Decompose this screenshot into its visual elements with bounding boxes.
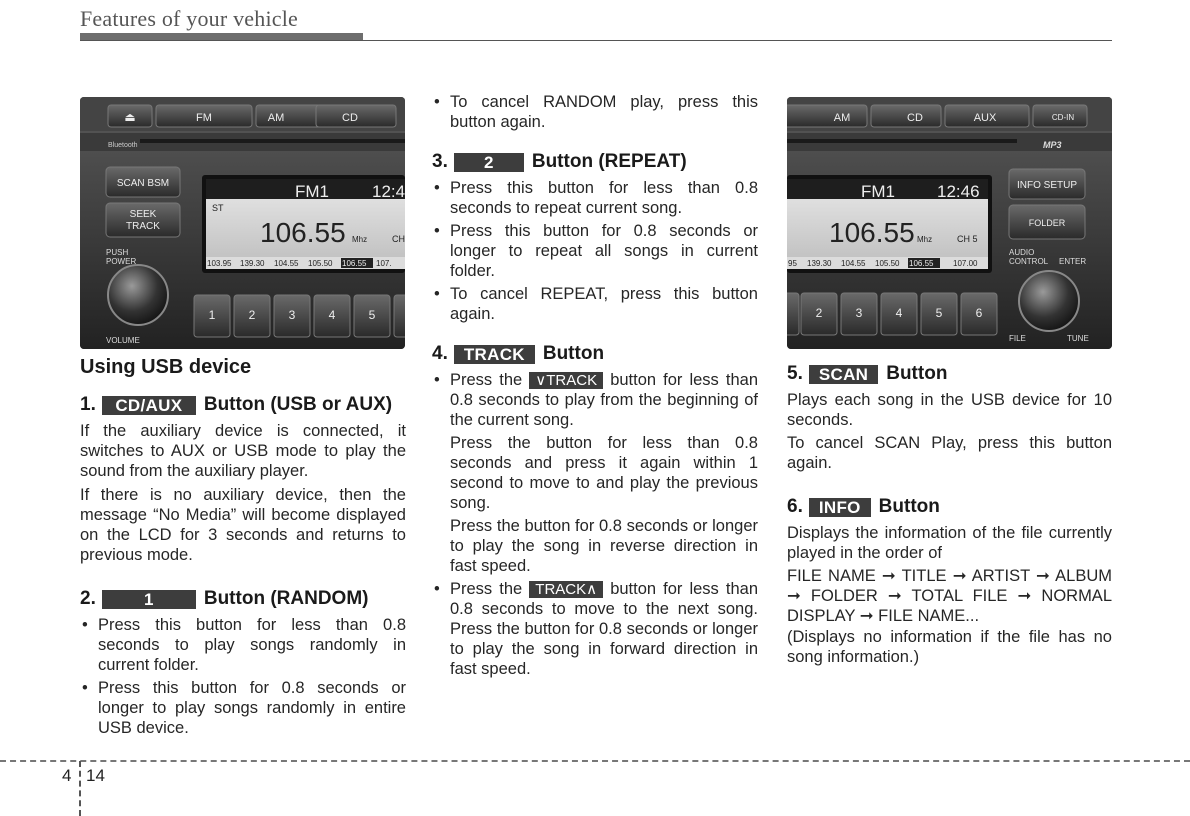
bullet-text: button for less than 0.8 seconds to play from the beginning of the current song. bbox=[450, 371, 758, 429]
track-badge: TRACK bbox=[454, 345, 535, 364]
column-right bbox=[787, 362, 1112, 668]
am-button-label: AM bbox=[267, 112, 285, 124]
heading-text: Button (REPEAT) bbox=[531, 151, 687, 172]
bullet-text: Press the bbox=[450, 371, 523, 389]
heading-text: Button (RANDOM) bbox=[203, 588, 369, 609]
info-order-sequence: FILE NAME ➞ TITLE ➞ ARTIST ➞ ALBUM ➞ FOLDER ➞ TOTAL FILE ➞ NORMAL DISPLAY ➞ FILE NAME... bbox=[787, 567, 1112, 625]
cd-button-label-right: CD bbox=[907, 112, 923, 124]
bullet-item: • Press this button for less than 0.8 seconds to repeat current song. bbox=[432, 178, 758, 218]
bluetooth-label: Bluetooth bbox=[108, 142, 138, 149]
radio-left-illustration bbox=[80, 97, 405, 349]
preset-button-right-3: 3 bbox=[855, 306, 863, 320]
preset-strip-right-4: 105.50 bbox=[875, 259, 900, 268]
preset-strip-right-3: 104.55 bbox=[841, 259, 866, 268]
heading-repeat bbox=[432, 150, 758, 174]
bullet-list bbox=[80, 615, 406, 738]
footer-dashed-rule bbox=[0, 760, 1190, 762]
preset-button-right-2: 2 bbox=[815, 306, 823, 320]
paragraph: If there is no auxiliary device, then the message “No Media” will become displayed on the LCD for 3 seconds and returns to previous mode. bbox=[80, 486, 406, 564]
heading-info bbox=[787, 495, 1112, 519]
scan-badge: SCAN bbox=[809, 365, 878, 384]
preset-button-3: 3 bbox=[288, 308, 296, 322]
lcd-frequency-right: 106.55 bbox=[829, 217, 915, 248]
page-number: 14 bbox=[86, 766, 105, 785]
info-badge: INFO bbox=[809, 498, 871, 517]
column-middle bbox=[432, 92, 758, 682]
radio-unit-right-photo bbox=[787, 97, 1112, 349]
heading-text: Button bbox=[886, 363, 948, 384]
preset-strip-1: 103.95 bbox=[207, 259, 232, 268]
preset-button-right-6: 6 bbox=[975, 306, 983, 320]
bullet-list bbox=[432, 92, 758, 132]
preset-button-4: 4 bbox=[328, 308, 336, 322]
bullet-text: button for less than 0.8 seconds to move to the next song. Press the button for 0.8 seconds or longer to play the song in forward direction in fast speed. bbox=[450, 580, 758, 678]
paragraph: (Displays no information if the file has no song information.) bbox=[787, 628, 1112, 666]
heading-number: 6. bbox=[787, 496, 803, 517]
paragraph: Displays the information of the file currently played in the order of bbox=[787, 524, 1112, 562]
section-title: Using USB device bbox=[80, 356, 252, 378]
preset-strip-4: 105.50 bbox=[308, 259, 333, 268]
preset-strip-2: 139.30 bbox=[240, 259, 265, 268]
heading-number: 4. bbox=[432, 343, 448, 364]
bullet-item: • Press this button for 0.8 seconds or longer to play songs randomly in entire USB device. bbox=[80, 678, 406, 738]
paragraph: To cancel SCAN Play, press this button again. bbox=[787, 434, 1112, 472]
heading-track bbox=[432, 342, 758, 366]
preset-strip-5: 106.55 bbox=[342, 259, 367, 268]
paragraph: If the auxiliary device is connected, it switches to AUX or USB mode to play the sound from the auxiliary player. bbox=[80, 422, 406, 480]
lcd-channel-right: CH 5 bbox=[957, 234, 978, 244]
chapter-number: 4 bbox=[62, 766, 72, 785]
scan-bsm-label: SCAN BSM bbox=[116, 178, 170, 189]
heading-number: 5. bbox=[787, 363, 803, 384]
cd-button-label: CD bbox=[342, 112, 358, 124]
bullet-list bbox=[432, 370, 758, 430]
page-header-title: Features of your vehicle bbox=[80, 6, 299, 31]
enter-label: ENTER bbox=[1059, 257, 1087, 266]
heading-text: Button (USB or AUX) bbox=[203, 394, 393, 415]
track-down-badge: ∨TRACK bbox=[529, 372, 603, 389]
bullet-item: • Press this button for less than 0.8 seconds to play songs randomly in current folder. bbox=[80, 615, 406, 675]
mp3-logo: MP3 bbox=[1043, 140, 1062, 150]
lcd-unit: Mhz bbox=[352, 235, 368, 244]
heading-number: 2. bbox=[80, 588, 96, 609]
heading-text: Button bbox=[878, 496, 940, 517]
bullet-text: Press the bbox=[450, 580, 523, 598]
preset-strip-right-5: 106.55 bbox=[909, 259, 934, 268]
sub-paragraph: Press the button for 0.8 seconds or longer to play the song in reverse direction in fast speed. bbox=[450, 517, 758, 575]
preset-strip-right-1: 95 bbox=[788, 259, 797, 268]
bullet-item: • Press this button for 0.8 seconds or longer to repeat all songs in current folder. bbox=[432, 221, 758, 281]
lcd-band-right: FM1 bbox=[861, 182, 895, 201]
tune-label: TUNE bbox=[1067, 334, 1089, 343]
bullet-item: • To cancel REPEAT, press this button again. bbox=[432, 284, 758, 324]
power-label: POWER bbox=[106, 257, 137, 266]
bullet-item: • To cancel RANDOM play, press this button again. bbox=[432, 92, 758, 132]
info-setup-label: INFO SETUP bbox=[1016, 180, 1078, 191]
preset-strip-3: 104.55 bbox=[274, 259, 299, 268]
heading-number: 1. bbox=[80, 394, 96, 415]
heading-random bbox=[80, 587, 406, 611]
push-label: PUSH bbox=[106, 248, 129, 257]
cd-aux-badge: CD/AUX bbox=[102, 396, 196, 415]
preset-button-right-5: 5 bbox=[935, 306, 943, 320]
sub-paragraph: Press the button for less than 0.8 seconds and press it again within 1 second to move to and play the previous song. bbox=[450, 434, 758, 512]
column-left bbox=[80, 355, 406, 741]
preset-button-1: 1 bbox=[208, 308, 216, 322]
heading-text: Button bbox=[542, 343, 605, 364]
lcd-unit-right: Mhz bbox=[917, 235, 933, 244]
track-label: TRACK bbox=[126, 221, 160, 232]
preset-button-5: 5 bbox=[368, 308, 376, 322]
lcd-clock-right: 12:46 bbox=[937, 182, 980, 201]
lcd-clock: 12:4 bbox=[372, 182, 405, 201]
radio-right-illustration bbox=[787, 97, 1112, 349]
paragraph: Plays each song in the USB device for 10 seconds. bbox=[787, 391, 1112, 429]
heading-cd-aux bbox=[80, 393, 406, 417]
volume-label: VOLUME bbox=[106, 336, 140, 345]
track-up-badge: TRACK∧ bbox=[529, 581, 603, 598]
am-button-label-right: AM bbox=[833, 112, 851, 124]
seek-label: SEEK bbox=[129, 209, 157, 220]
control-label: CONTROL bbox=[1009, 257, 1049, 266]
lcd-stereo: ST bbox=[212, 203, 224, 213]
heading-number: 3. bbox=[432, 151, 448, 172]
preset-button-2: 2 bbox=[248, 308, 256, 322]
lcd-channel: CH bbox=[392, 234, 405, 244]
cd-in-label: CD-IN bbox=[1051, 113, 1075, 122]
eject-icon: ⏏ bbox=[124, 110, 136, 124]
lcd-band: FM1 bbox=[295, 182, 329, 201]
radio-unit-left-photo bbox=[80, 97, 405, 349]
bullet-list bbox=[432, 178, 758, 324]
lcd-frequency: 106.55 bbox=[260, 217, 346, 248]
preset-strip-right-2: 139.30 bbox=[807, 259, 832, 268]
file-label: FILE bbox=[1009, 334, 1026, 343]
header-rule bbox=[80, 40, 1112, 41]
heading-scan bbox=[787, 362, 1112, 386]
bullet-list bbox=[432, 579, 758, 679]
folder-label: FOLDER bbox=[1028, 218, 1066, 228]
preset-strip-6: 107. bbox=[376, 259, 392, 268]
audio-label: AUDIO bbox=[1009, 248, 1035, 257]
aux-button-label-right: AUX bbox=[973, 112, 997, 124]
button-1-badge: 1 bbox=[102, 590, 196, 609]
preset-button-right-4: 4 bbox=[895, 306, 903, 320]
button-2-badge: 2 bbox=[454, 153, 524, 172]
bullet-item bbox=[432, 370, 758, 430]
footer-dashed-divider bbox=[79, 761, 81, 816]
fm-button-label: FM bbox=[196, 112, 212, 124]
bullet-item bbox=[432, 579, 758, 679]
preset-strip-right-6: 107.00 bbox=[953, 259, 978, 268]
